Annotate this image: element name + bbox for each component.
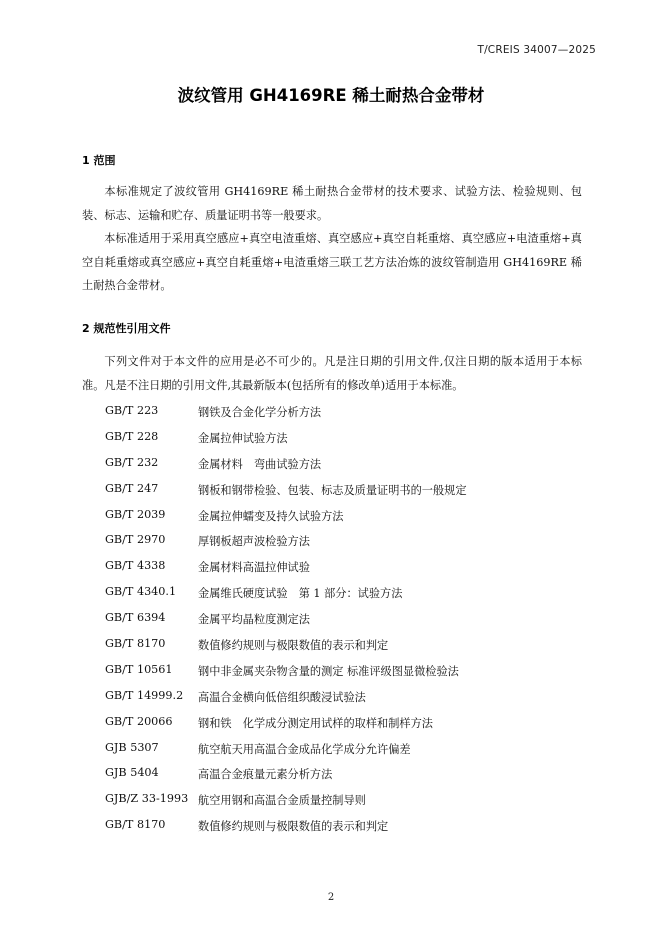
reference-title: 钢板和钢带检验、包装、标志及质量证明书的一般规定 — [198, 483, 467, 497]
scope-paragraph-1-text: 本标准规定了波纹管用 GH4169RE 稀土耐热合金带材的技术要求、试验方法、检验规则、包装、标志、运输和贮存、质量证明书等一般要求。 — [82, 185, 582, 222]
references-intro-text: 下列文件对于本文件的应用是必不可少的。凡是注日期的引用文件,仅注日期的版本适用于本标准。凡是不注日期的引用文件,其最新版本(包括所有的修改单)适用于本标准。 — [82, 355, 582, 392]
reference-row — [105, 482, 585, 508]
reference-code: GB/T 6394 — [105, 611, 166, 625]
reference-row — [105, 559, 585, 585]
reference-title: 钢铁及合金化学分析方法 — [198, 406, 322, 419]
standard-code: T/CREIS 34007—2025 — [477, 44, 596, 56]
reference-code: GB/T 223 — [105, 404, 159, 417]
reference-title: 金属材料高温拉伸试验 — [198, 561, 310, 575]
reference-code: GB/T 4340.1 — [105, 585, 177, 599]
reference-title: 金属拉伸试验方法 — [198, 431, 288, 445]
references-intro — [82, 350, 582, 397]
scope-paragraph-2-text: 本标准适用于采用真空感应+真空电渣重熔、真空感应+真空自耗重熔、真空感应+电渣重熔+真空自耗重熔或真空感应+真空自耗重熔+电渣重熔三联工艺方法冶炼的波纹管制造用 GH4169RE 稀土耐热合金带材。 — [82, 232, 582, 292]
reference-row — [105, 792, 585, 818]
reference-code: GB/T 2039 — [105, 507, 166, 521]
reference-title: 航空用钢和高温合金质量控制导则 — [198, 794, 366, 808]
scope-paragraph-2 — [82, 227, 582, 298]
reference-title: 钢和铁 化学成分测定用试样的取样和制样方法 — [198, 716, 433, 730]
reference-title: 航空航天用高温合金成品化学成分允许偏差 — [198, 742, 411, 756]
reference-row — [105, 404, 585, 430]
reference-code: GB/T 8170 — [105, 818, 166, 832]
reference-code: GB/T 2970 — [105, 533, 166, 547]
section-heading-scope: 1 范围 — [82, 154, 116, 167]
reference-row — [105, 585, 585, 611]
reference-code: GJB/Z 33-1993 — [105, 792, 189, 806]
reference-code: GB/T 8170 — [105, 637, 166, 651]
reference-code: GB/T 232 — [105, 455, 159, 469]
reference-title: 高温合金痕量元素分析方法 — [198, 768, 333, 782]
reference-title: 厚钢板超声波检验方法 — [198, 535, 310, 549]
reference-title: 金属材料 弯曲试验方法 — [198, 457, 322, 471]
reference-row — [105, 766, 585, 792]
document-title: 波纹管用 GH4169RE 稀土耐热合金带材 — [177, 86, 485, 105]
reference-title: 钢中非金属夹杂物含量的测定 标准评级图显微检验法 — [198, 664, 459, 678]
reference-title: 高温合金横向低倍组织酸浸试验法 — [198, 690, 366, 704]
reference-list — [105, 404, 585, 844]
reference-row — [105, 663, 585, 689]
reference-row — [105, 533, 585, 559]
reference-code: GB/T 228 — [105, 429, 159, 443]
page-number: 2 — [327, 892, 335, 903]
reference-code: GB/T 20066 — [105, 714, 173, 728]
reference-title: 金属维氏硬度试验 第 1 部分：试验方法 — [198, 587, 403, 601]
reference-title: 金属平均晶粒度测定法 — [198, 613, 310, 627]
reference-row — [105, 637, 585, 663]
reference-code: GB/T 4338 — [105, 559, 166, 573]
reference-code: GJB 5307 — [105, 740, 159, 754]
section-heading-normative-references: 2 规范性引用文件 — [82, 322, 171, 335]
reference-code: GB/T 247 — [105, 481, 159, 495]
reference-row — [105, 689, 585, 715]
reference-row — [105, 818, 585, 844]
reference-row — [105, 430, 585, 456]
reference-code: GB/T 14999.2 — [105, 688, 184, 702]
reference-title: 金属拉伸蠕变及持久试验方法 — [198, 509, 344, 523]
reference-title: 数值修约规则与极限数值的表示和判定 — [198, 820, 389, 834]
reference-title: 数值修约规则与极限数值的表示和判定 — [198, 639, 389, 653]
scope-paragraph-1 — [82, 180, 582, 227]
reference-code: GB/T 10561 — [105, 662, 173, 676]
reference-code: GJB 5404 — [105, 766, 159, 780]
reference-row — [105, 456, 585, 482]
reference-row — [105, 741, 585, 767]
reference-row — [105, 611, 585, 637]
reference-row — [105, 508, 585, 534]
reference-row — [105, 715, 585, 741]
